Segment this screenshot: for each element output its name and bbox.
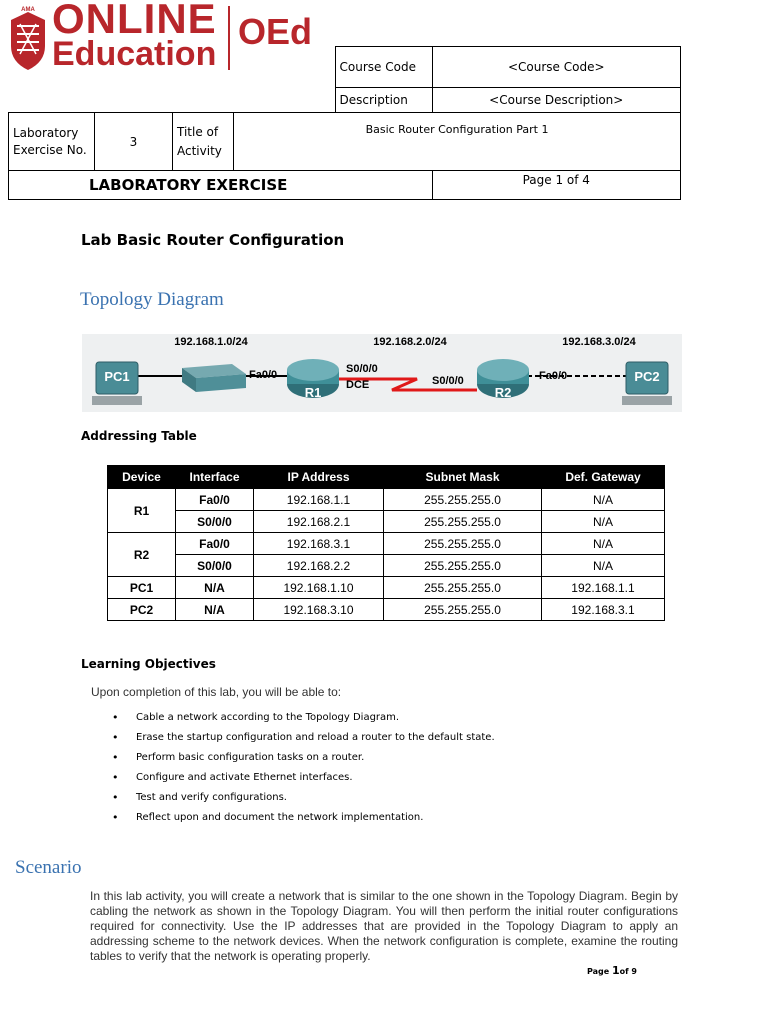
interface-cell: S0/0/0	[176, 555, 254, 577]
table-row	[108, 555, 665, 577]
device-cell: PC1	[108, 577, 176, 599]
interface-cell: N/A	[176, 599, 254, 621]
network-label-1: 192.168.1.0/24	[174, 336, 248, 348]
gateway-cell: 192.168.3.1	[542, 599, 665, 621]
topology-diagram	[82, 330, 682, 415]
interface-cell: Fa0/0	[176, 533, 254, 555]
list-item: • Configure and activate Ethernet interfaces.	[90, 768, 495, 788]
logo-online-text: ONLINE	[52, 0, 217, 42]
device-cell: PC2	[108, 599, 176, 621]
network-label-2: 192.168.2.0/24	[373, 336, 447, 348]
page-footer	[587, 964, 637, 977]
mask-cell: 255.255.255.0	[384, 599, 542, 621]
gateway-cell: N/A	[542, 555, 665, 577]
ip-cell: 192.168.1.10	[254, 577, 384, 599]
addressing-table	[107, 465, 665, 621]
list-item: • Test and verify configurations.	[90, 788, 495, 808]
list-item: • Cable a network according to the Topology Diagram.	[90, 708, 495, 728]
description-label: Description	[335, 88, 432, 113]
logo-oed-text: OEd	[238, 11, 313, 52]
col-ip-address: IP Address	[254, 466, 384, 489]
table-row	[108, 489, 665, 511]
topology-heading: Topology Diagram	[80, 289, 224, 310]
ip-cell: 192.168.2.2	[254, 555, 384, 577]
activity-title-value: Basic Router Configuration Part 1	[234, 113, 681, 171]
scenario-text: In this lab activity, you will create a network that is similar to the one shown in the Topology Diagram. Begin by cabling the network as shown in the Topology Diagram. You will then perform the initial router configurations required for connectivity. Use the IP addresses that are provided in the Topology Diagram to apply an addressing scheme to the network devices. When the network configuration is complete, examine the routing tables to verify that the network is operating properly.	[90, 889, 678, 963]
ip-cell: 192.168.3.1	[254, 533, 384, 555]
list-item: • Perform basic configuration tasks on a router.	[90, 748, 495, 768]
interface-cell: S0/0/0	[176, 511, 254, 533]
footer-page-total: of 9	[619, 967, 637, 976]
r2-router-icon	[477, 359, 529, 400]
gateway-cell: N/A	[542, 533, 665, 555]
col-device: Device	[108, 466, 176, 489]
pc1-icon	[92, 362, 142, 405]
mask-cell: 255.255.255.0	[384, 511, 542, 533]
interface-cell: N/A	[176, 577, 254, 599]
list-item: • Erase the startup configuration and reload a router to the default state.	[90, 728, 495, 748]
network-label-3: 192.168.3.0/24	[562, 336, 636, 348]
r1-label: R1	[304, 385, 322, 400]
table-row	[108, 533, 665, 555]
switch-icon	[182, 364, 246, 392]
gateway-cell: 192.168.1.1	[542, 577, 665, 599]
ip-cell: 192.168.2.1	[254, 511, 384, 533]
mask-cell: 255.255.255.0	[384, 555, 542, 577]
device-cell: R1	[108, 489, 176, 533]
r1-serial-label: S0/0/0	[346, 363, 378, 375]
lab-title: Lab Basic Router Configuration	[81, 231, 345, 249]
pc2-label: PC2	[634, 369, 660, 384]
course-code-value: <Course Code>	[432, 47, 680, 88]
learning-objectives-heading: Learning Objectives	[81, 657, 216, 671]
lab-exercise-no-label: Laboratory Exercise No.	[9, 113, 95, 171]
addressing-table-heading: Addressing Table	[81, 429, 197, 443]
col-interface: Interface	[176, 466, 254, 489]
mask-cell: 255.255.255.0	[384, 489, 542, 511]
pc2-icon	[622, 362, 672, 405]
r2-label: R2	[494, 385, 512, 400]
gateway-cell: N/A	[542, 489, 665, 511]
r2-fa-label: Fa0/0	[539, 370, 568, 382]
table-row	[108, 511, 665, 533]
table-row	[108, 577, 665, 599]
ip-cell: 192.168.1.1	[254, 489, 384, 511]
col-def-gateway: Def. Gateway	[542, 466, 665, 489]
interface-cell: Fa0/0	[176, 489, 254, 511]
lab-exercise-no-value: 3	[95, 113, 173, 171]
r1-fa-label: Fa0/0	[249, 369, 278, 381]
ip-cell: 192.168.3.10	[254, 599, 384, 621]
gateway-cell: N/A	[542, 511, 665, 533]
list-item: • Reflect upon and document the network implementation.	[90, 808, 495, 828]
title-of-activity-label: Title of Activity	[173, 113, 234, 171]
logo-cell	[9, 47, 336, 113]
table-row	[108, 599, 665, 621]
objectives-intro: Upon completion of this lab, you will be able to:	[91, 685, 342, 699]
course-header-table	[8, 46, 681, 200]
r2-serial-label: S0/0/0	[432, 375, 464, 387]
r1-router-icon	[287, 359, 339, 400]
objectives-list	[90, 708, 495, 828]
scenario-heading: Scenario	[15, 857, 82, 878]
col-subnet-mask: Subnet Mask	[384, 466, 542, 489]
footer-page-number: 1	[612, 964, 620, 977]
footer-page-word: Page	[587, 967, 610, 976]
course-code-label: Course Code	[335, 47, 432, 88]
mask-cell: 255.255.255.0	[384, 577, 542, 599]
logo-education-text: Education	[52, 35, 217, 73]
pc1-label: PC1	[104, 369, 130, 384]
description-value: <Course Description>	[432, 88, 680, 113]
mask-cell: 255.255.255.0	[384, 533, 542, 555]
laboratory-exercise-banner: LABORATORY EXERCISE	[9, 171, 433, 200]
svg-text:AMA: AMA	[21, 7, 35, 13]
dce-label: DCE	[346, 379, 370, 391]
page-label: Page 1 of 4	[432, 171, 680, 200]
device-cell: R2	[108, 533, 176, 577]
